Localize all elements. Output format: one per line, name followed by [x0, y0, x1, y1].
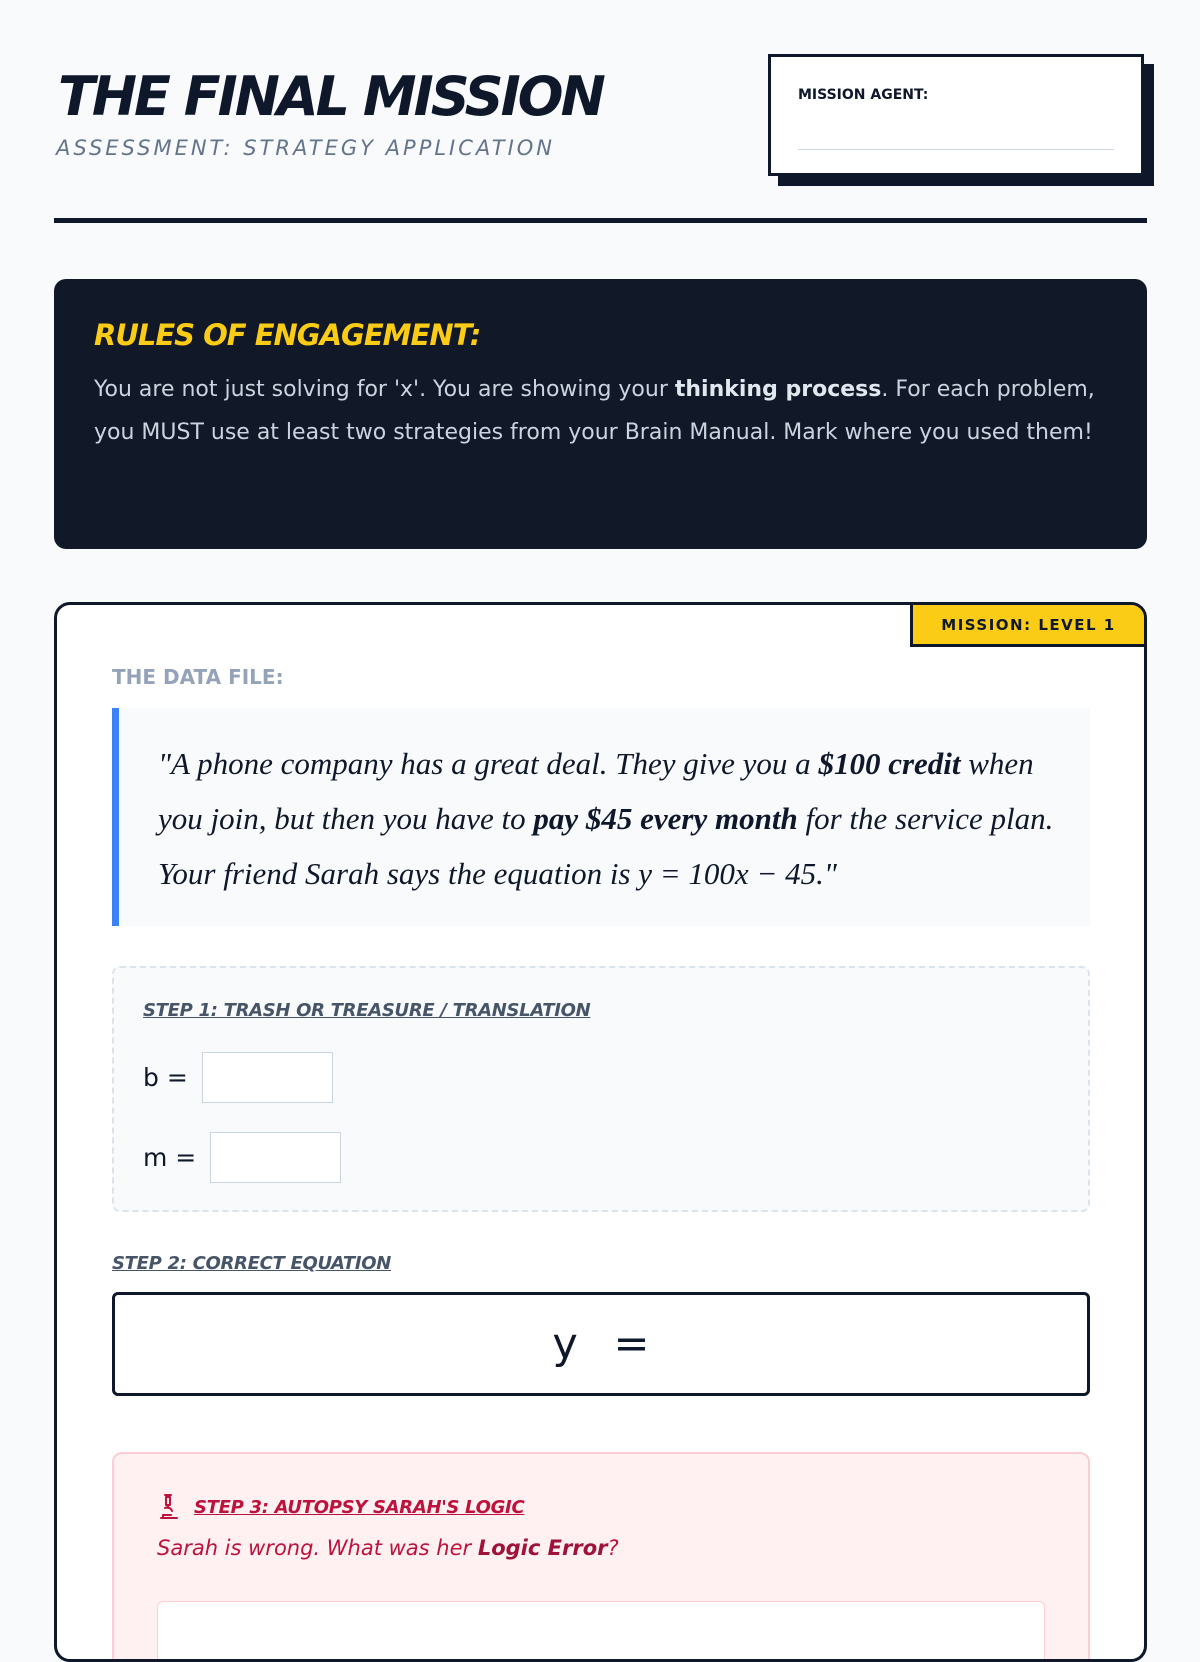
page-header [54, 54, 1147, 224]
problem-credit: $100 credit [818, 746, 961, 781]
step3-prompt-intro: Sarah is wrong. What was her [157, 1536, 478, 1560]
mission-agent-name-line[interactable] [798, 149, 1114, 150]
b-label: b = [143, 1063, 188, 1092]
sarah-equation: y = 100x − 45 [638, 856, 817, 891]
b-row [143, 1052, 333, 1103]
m-row [143, 1132, 341, 1183]
mission-agent-box [768, 54, 1144, 176]
problem-monthly-cost: pay $45 every month [533, 801, 798, 836]
page-subtitle: ASSESSMENT: STRATEGY APPLICATION [56, 136, 556, 160]
m-input[interactable] [210, 1132, 341, 1183]
problem-text-part3: for the service plan. Your friend Sarah says the equation is [158, 801, 1054, 891]
rules-text-rest: . For each problem, you MUST use at least two strategies from your Brain Manual. Mark where you used them! [94, 377, 1095, 445]
step1-panel [112, 966, 1090, 1212]
step3-prompt-emphasis: Logic Error [477, 1536, 608, 1560]
rules-text-intro: You are not just solving for 'x'. You are showing your [94, 377, 675, 402]
problem-text [158, 736, 1080, 901]
step3-prompt [157, 1536, 619, 1560]
problem-text-part4: ." [816, 856, 837, 891]
b-input[interactable] [202, 1052, 333, 1103]
equation-prefix: y = [552, 1319, 650, 1369]
m-label: m = [143, 1143, 197, 1172]
problem-quote [112, 708, 1090, 926]
problem-text-part2: when you join, but then you have to [158, 746, 1034, 836]
mission-card [54, 602, 1147, 1662]
mission-level-badge: MISSION: LEVEL 1 [910, 605, 1144, 647]
step2-heading: STEP 2: CORRECT EQUATION [112, 1253, 392, 1274]
step3-prompt-end: ? [607, 1536, 619, 1560]
step3-heading: STEP 3: AUTOPSY SARAH'S LOGIC [194, 1496, 525, 1518]
rules-panel [54, 279, 1147, 549]
microscope-icon [157, 1494, 181, 1520]
logic-error-answer-field[interactable] [157, 1601, 1045, 1662]
rules-title: RULES OF ENGAGEMENT: [94, 318, 481, 352]
rules-text-emphasis: thinking process [674, 377, 882, 402]
problem-text-part1: "A phone company has a great deal. They give you a [158, 746, 819, 781]
correct-equation-box[interactable] [112, 1292, 1090, 1396]
rules-text [94, 368, 1107, 454]
step1-heading: STEP 1: TRASH OR TREASURE / TRANSLATION [143, 1000, 591, 1021]
mission-agent-label: MISSION AGENT: [798, 87, 929, 103]
page-title: THE FINAL MISSION [58, 65, 603, 128]
header-divider [54, 218, 1147, 223]
step3-header [157, 1494, 524, 1520]
data-file-label: THE DATA FILE: [112, 665, 284, 689]
step3-panel [112, 1452, 1090, 1662]
